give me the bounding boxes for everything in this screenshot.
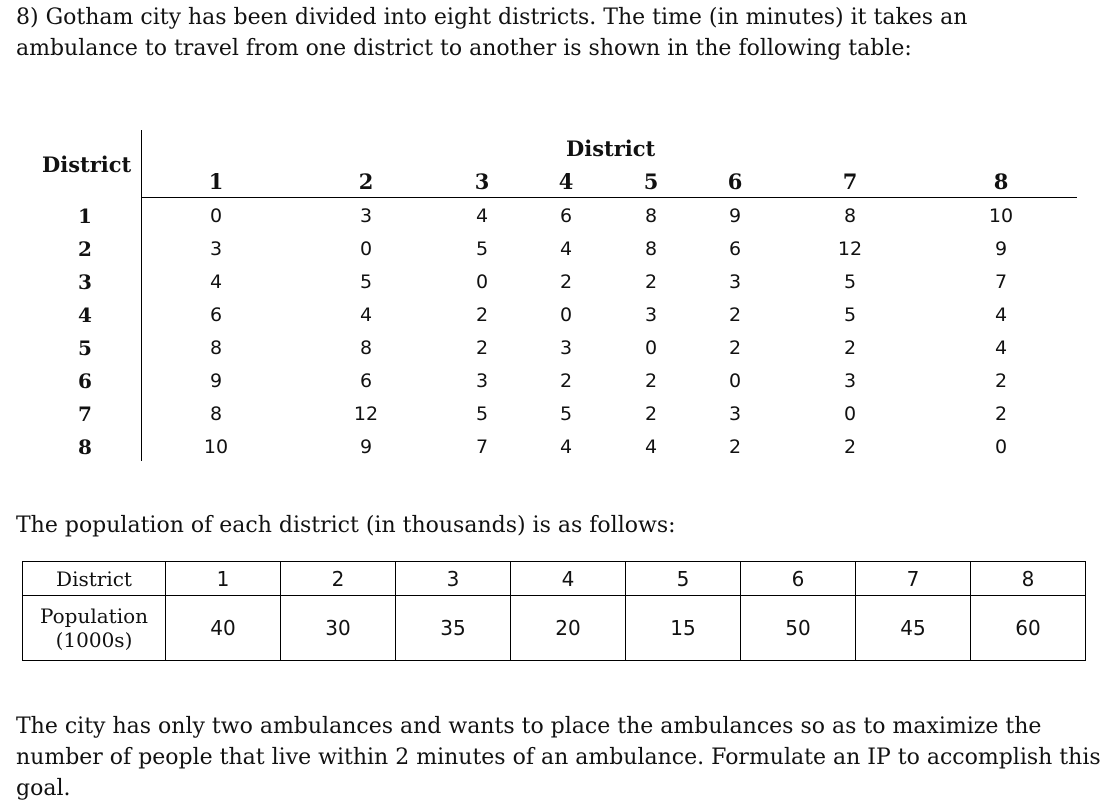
travel-time-cell: 2 [994,370,1008,392]
travel-time-cell: 8 [644,205,658,227]
travel-time-cell: 6 [359,370,373,392]
travel-time-cell: 3 [728,271,742,293]
row-header: 3 [78,270,92,294]
travel-time-cell: 5 [475,403,489,425]
problem-task: The city has only two ambulances and wants to place the ambulances so as to maximize the number of people that live within 2 minutes of an ambulance. Formulate an IP to accomplish this goal. [16,714,1101,801]
column-header: 3 [474,169,490,194]
district-cell: 8 [971,562,1086,596]
column-header: 6 [727,169,743,194]
column-header: 5 [643,169,659,194]
travel-time-cell: 3 [209,238,223,260]
row-header: 2 [78,237,92,261]
population-cell: 20 [511,596,626,661]
travel-time-cell: 8 [209,403,223,425]
travel-time-cell: 8 [644,238,658,260]
travel-time-cell: 2 [475,304,489,326]
travel-time-cell: 4 [475,205,489,227]
travel-time-cell: 9 [209,370,223,392]
population-header-cell [23,596,166,661]
travel-time-cell: 4 [359,304,373,326]
travel-time-cell: 0 [644,337,658,359]
population-label-line2: (1000s) [55,628,133,652]
travel-time-cell: 8 [209,337,223,359]
table-horizontal-rule [141,197,1077,198]
travel-time-cell: 3 [728,403,742,425]
travel-time-cell: 0 [728,370,742,392]
population-table [22,561,1086,661]
row-header: 6 [78,369,92,393]
column-header: 1 [208,169,224,194]
travel-time-cell: 9 [359,436,373,458]
travel-time-cell: 12 [353,403,379,425]
travel-time-cell: 3 [475,370,489,392]
travel-time-cell: 2 [475,337,489,359]
row-header: 7 [78,402,92,426]
travel-time-cell: 8 [843,205,857,227]
travel-time-cell: 5 [843,271,857,293]
row-header: 8 [78,435,92,459]
travel-time-cell: 0 [209,205,223,227]
problem-statement: 8) Gotham city has been divided into eight districts. The time (in minutes) it takes an ambulance to travel from one district to another is shown in the following table: [16,5,968,61]
travel-time-cell: 2 [644,271,658,293]
row-axis-label: District [42,152,132,177]
travel-time-cell: 10 [988,205,1014,227]
travel-time-cell: 2 [728,304,742,326]
travel-time-cell: 2 [644,403,658,425]
column-header: 2 [358,169,374,194]
travel-time-cell: 3 [843,370,857,392]
column-header: 4 [558,169,574,194]
travel-time-cell: 7 [475,436,489,458]
population-cell: 60 [971,596,1086,661]
travel-time-cell: 5 [359,271,373,293]
table-row [23,596,1086,661]
column-header: 8 [993,169,1009,194]
district-cell: 5 [626,562,741,596]
travel-time-cell: 5 [475,238,489,260]
population-cell: 50 [741,596,856,661]
travel-time-cell: 4 [209,271,223,293]
travel-time-cell: 4 [644,436,658,458]
district-cell: 2 [281,562,396,596]
population-intro: The population of each district (in thousands) is as follows: [16,513,676,538]
travel-time-cell: 4 [994,337,1008,359]
travel-time-cell: 0 [843,403,857,425]
travel-time-cell: 2 [644,370,658,392]
travel-time-cell: 2 [728,337,742,359]
travel-time-cell: 3 [559,337,573,359]
district-cell: 7 [856,562,971,596]
travel-time-cell: 2 [728,436,742,458]
travel-time-cell: 2 [559,370,573,392]
travel-time-cell: 2 [994,403,1008,425]
travel-time-cell: 6 [728,238,742,260]
travel-time-cell: 2 [559,271,573,293]
row-header: 4 [78,303,92,327]
row-header: 1 [78,204,92,228]
travel-time-cell: 2 [843,436,857,458]
travel-time-cell: 4 [994,304,1008,326]
district-cell: 3 [396,562,511,596]
population-label-line1: Population [39,604,149,628]
district-cell: 1 [166,562,281,596]
travel-time-cell: 0 [475,271,489,293]
travel-time-cell: 8 [359,337,373,359]
column-header: 7 [842,169,858,194]
population-cell: 30 [281,596,396,661]
table-vertical-rule [141,130,142,461]
travel-time-cell: 0 [559,304,573,326]
travel-time-cell: 6 [209,304,223,326]
travel-time-cell: 0 [994,436,1008,458]
travel-time-cell: 3 [359,205,373,227]
travel-time-cell: 12 [837,238,863,260]
district-cell: 4 [511,562,626,596]
population-cell: 45 [856,596,971,661]
district-cell: 6 [741,562,856,596]
population-cell: 40 [166,596,281,661]
travel-time-cell: 0 [359,238,373,260]
travel-time-cell: 9 [728,205,742,227]
table-row [23,562,1086,596]
travel-time-cell: 4 [559,436,573,458]
population-cell: 15 [626,596,741,661]
district-header-cell: District [23,562,166,596]
travel-time-cell: 10 [203,436,229,458]
travel-time-cell: 4 [559,238,573,260]
column-axis-label: District [566,136,656,161]
population-cell: 35 [396,596,511,661]
travel-time-cell: 5 [843,304,857,326]
travel-time-cell: 9 [994,238,1008,260]
row-header: 5 [78,336,92,360]
travel-time-cell: 2 [843,337,857,359]
travel-time-cell: 5 [559,403,573,425]
travel-time-cell: 7 [994,271,1008,293]
travel-time-cell: 6 [559,205,573,227]
travel-time-cell: 3 [644,304,658,326]
